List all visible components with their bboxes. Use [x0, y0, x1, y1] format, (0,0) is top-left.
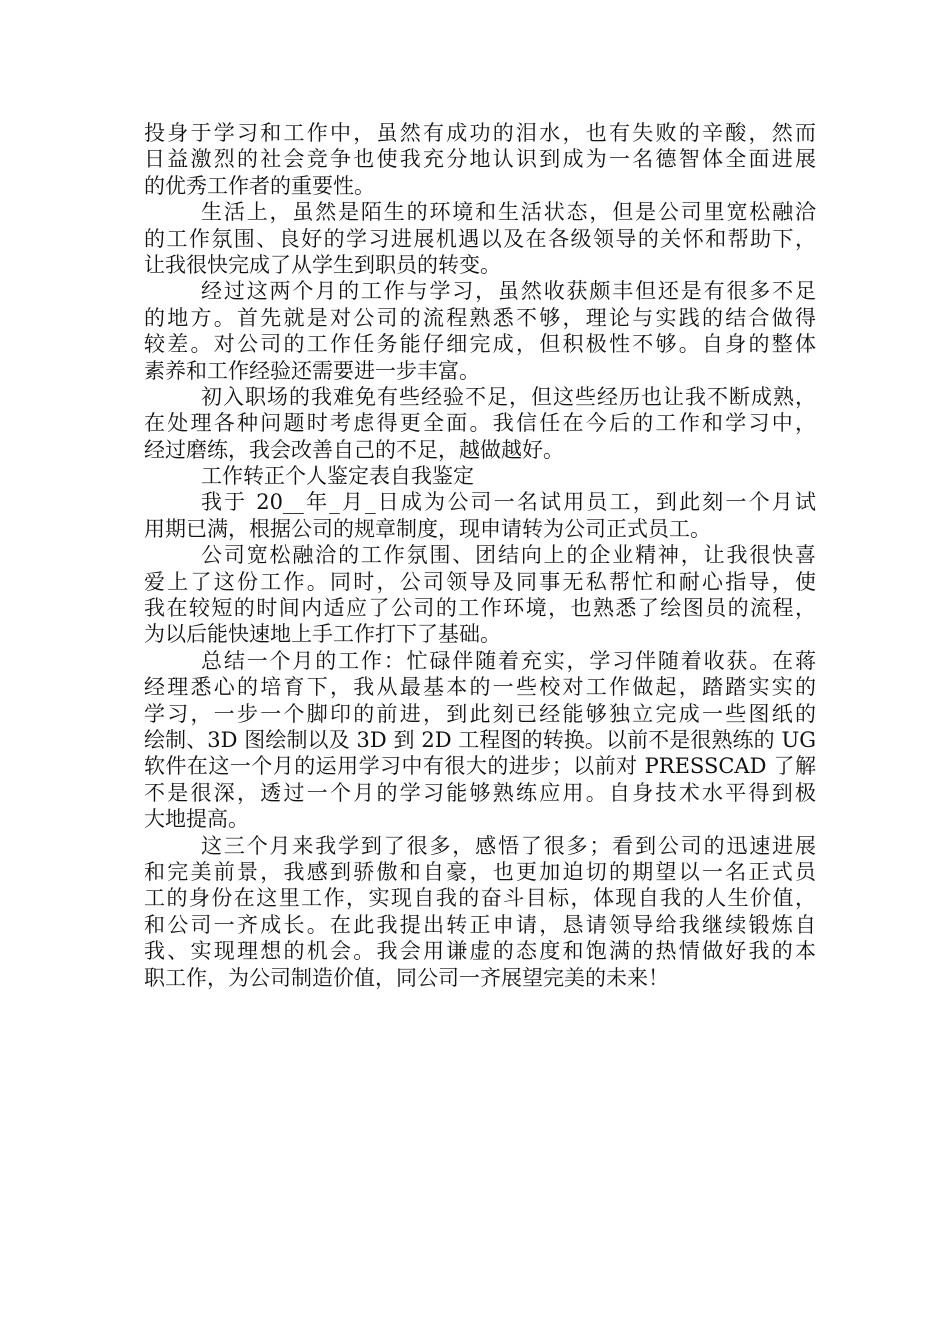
text-line: 日益激烈的社会竞争也使我充分地认识到成为一名德智体全面进展 — [144, 147, 816, 172]
text-line: 我在较短的时间内适应了公司的工作环境，也熟悉了绘图员的流程， — [144, 596, 816, 621]
text-line: 这三个月来我学到了很多，感悟了很多；看到公司的迅速进展 — [201, 833, 816, 858]
text-line: 软件在这一个月的运用学习中有很大的进步；以前对 PRESSCAD 了解 — [144, 754, 816, 779]
text-line: 和完美前景，我感到骄傲和自豪，也更加迫切的期望以一名正式员 — [144, 859, 816, 884]
text-line: 工作转正个人鉴定表自我鉴定 — [201, 464, 474, 489]
text-line: 经理悉心的培育下，我从最基本的一些校对工作做起，踏踏实实的 — [144, 675, 816, 700]
text-line: 学习，一步一个脚印的前进，到此刻已经能够独立完成一些图纸的 — [144, 701, 816, 726]
text-line: 职工作，为公司制造价值，同公司一齐展望完美的未来！ — [144, 965, 669, 990]
text-line: 总结一个月的工作：忙碌伴随着充实，学习伴随着收获。在蒋 — [201, 648, 816, 673]
text-line: 的优秀工作者的重要性。 — [144, 173, 375, 198]
text-line: 经过这两个月的工作与学习，虽然收获颇丰但还是有很多不足 — [201, 279, 816, 304]
text-line: 让我很快完成了从学生到职员的转变。 — [144, 252, 501, 277]
text-line: 较差。对公司的工作任务能仔细完成，但积极性不够。自身的整体 — [144, 332, 816, 357]
text-line: 素养和工作经验还需要进一步丰富。 — [144, 358, 480, 383]
document-body — [144, 120, 816, 991]
text-line: 公司宽松融洽的工作氛围、团结向上的企业精神，让我很快喜 — [201, 543, 816, 568]
text-line: 我于 20__年_月_日成为公司一名试用员工，到此刻一个月试 — [201, 490, 816, 515]
text-line: 投身于学习和工作中，虽然有成功的泪水，也有失败的辛酸，然而 — [144, 121, 816, 145]
text-line: 大地提高。 — [144, 807, 249, 832]
text-line: 生活上，虽然是陌生的环境和生活状态，但是公司里宽松融洽 — [201, 200, 816, 225]
text-line: 工的身份在这里工作，实现自我的奋斗目标，体现自我的人生价值， — [144, 886, 816, 911]
text-line: 在处理各种问题时考虑得更全面。我信任在今后的工作和学习中， — [144, 411, 816, 436]
text-line: 不是很深，透过一个月的学习能够熟练应用。自身技术水平得到极 — [144, 780, 816, 805]
text-line: 的地方。首先就是对公司的流程熟悉不够，理论与实践的结合做得 — [144, 305, 816, 330]
text-line: 爱上了这份工作。同时，公司领导及同事无私帮忙和耐心指导，使 — [144, 569, 816, 594]
text-line: 的工作氛围、良好的学习进展机遇以及在各级领导的关怀和帮助下， — [144, 226, 816, 251]
text-line: 和公司一齐成长。在此我提出转正申请，恳请领导给我继续锻炼自 — [144, 912, 816, 937]
text-line: 初入职场的我难免有些经验不足，但这些经历也让我不断成熟， — [201, 384, 816, 409]
text-line: 用期已满，根据公司的规章制度，现申请转为公司正式员工。 — [144, 516, 711, 541]
text-line: 绘制、3D 图绘制以及 3D 到 2D 工程图的转换。以前不是很熟练的 UG — [144, 727, 816, 752]
text-line: 我、实现理想的机会。我会用谦虚的态度和饱满的热情做好我的本 — [144, 939, 816, 964]
text-line: 经过磨练，我会改善自己的不足，越做越好。 — [144, 437, 564, 462]
text-line: 为以后能快速地上手工作打下了基础。 — [144, 622, 501, 647]
